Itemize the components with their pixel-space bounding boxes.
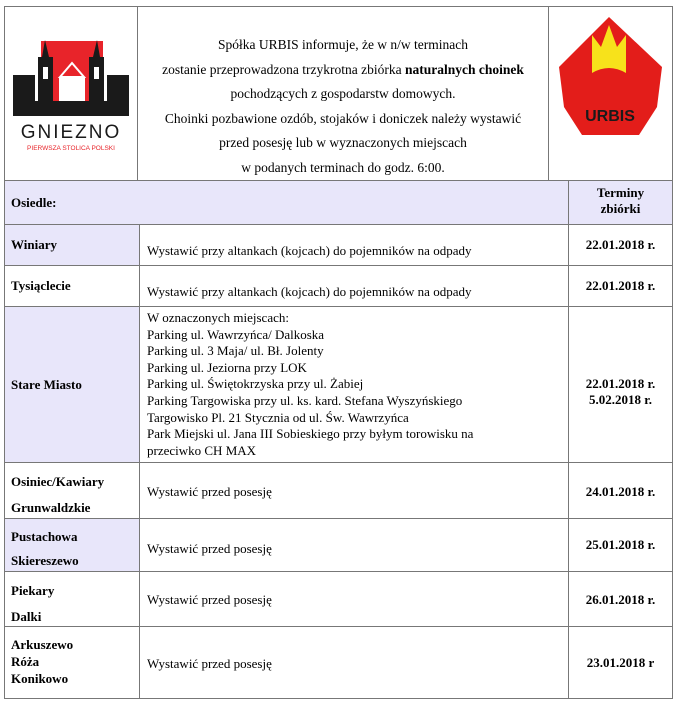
table-row-stare-miasto-name (4, 306, 140, 463)
osiedle-name: Arkuszewo (11, 637, 74, 652)
osiedle-name: Tysiąclecie (11, 278, 71, 293)
osiedle-name: Konikowo (11, 671, 69, 686)
table-row-tysiaclecie-desc (139, 265, 569, 307)
gniezno-logo-right-wing (107, 75, 129, 116)
terminy-header-line-1: Terminy (596, 185, 645, 200)
gniezno-logo-right-window (94, 67, 99, 79)
notice-sheet (4, 6, 673, 699)
terminy-header-line-2: zbiórki (600, 201, 641, 216)
table-row-osiniec-name (4, 462, 140, 519)
location-line: W oznaczonych miejscach: (147, 310, 289, 325)
osiedle-name: Grunwaldzkie (11, 500, 91, 515)
table-row-winiary-desc (139, 224, 569, 266)
table-row-pustachowa-desc (139, 518, 569, 572)
gniezno-logo-cell (4, 6, 138, 181)
collection-instructions: Wystawić przed posesję (147, 541, 272, 556)
osiedle-name: Piekary (11, 583, 55, 598)
gniezno-logo-center-arch (59, 77, 85, 101)
notice-highlight: naturalnych choinek (404, 61, 524, 77)
collection-instructions: Wystawić przy altankach (kojcach) do pojemników na odpady (147, 284, 472, 299)
collection-date: 22.01.2018 r. (585, 376, 656, 391)
collection-date: 22.01.2018 r. (585, 237, 656, 252)
location-line: Parking ul. Jeziorna przy LOK (147, 359, 307, 375)
collection-date: 5.02.2018 r. (588, 392, 653, 407)
osiedle-name: Stare Miasto (11, 377, 82, 392)
urbis-logo-wordmark: URBIS (585, 108, 635, 125)
gniezno-logo-left-wing (13, 75, 35, 116)
collection-date: 25.01.2018 r. (585, 537, 656, 552)
osiedle-name: Osiniec/Kawiary (11, 474, 105, 489)
gniezno-logo-tagline: PIERWSZA STOLICA POLSKI (27, 145, 115, 152)
table-row-piekary-desc (139, 571, 569, 627)
collection-instructions: Wystawić przed posesję (147, 592, 272, 607)
collection-instructions: Wystawić przed posesję (147, 484, 272, 499)
urbis-logo-cell (548, 6, 673, 181)
osiedle-name: Pustachowa (11, 529, 78, 544)
table-row-stare-miasto-desc (139, 306, 569, 463)
gniezno-logo-wordmark: GNIEZNO (20, 122, 122, 143)
table-row-winiary-date (568, 224, 673, 266)
gniezno-logo-left-window (43, 67, 48, 79)
osiedle-name: Skiereszewo (11, 553, 79, 568)
osiedle-name: Winiary (11, 237, 57, 252)
location-line: przeciwko CH MAX (147, 442, 257, 458)
collection-date: 26.01.2018 r. (585, 592, 656, 607)
location-line: Park Miejski ul. Jana III Sobieskiego przy byłym torowisku na (147, 426, 474, 442)
notice-line-4: Choinki pozbawione ozdób, stojaków i doniczek należy wystawić (164, 110, 522, 126)
collection-instructions: Wystawić przy altankach (kojcach) do pojemników na odpady (147, 243, 472, 258)
table-row-pustachowa-name (4, 518, 140, 572)
terminy-header (568, 180, 673, 225)
osiedle-header (4, 180, 569, 225)
table-row-piekary-date (568, 571, 673, 627)
table-row-osiniec-date (568, 462, 673, 519)
location-line: Targowisko Pl. 21 Stycznia od ul. Św. Wawrzyńca (147, 409, 409, 425)
table-row-arkuszewo-name (4, 626, 140, 699)
notice-line-6: w podanych terminach do godz. 6:00. (241, 159, 445, 175)
osiedle-header-label: Osiedle: (11, 195, 57, 210)
location-line: Parking ul. 3 Maja/ ul. Bł. Jolenty (147, 343, 324, 359)
notice-line-5: przed posesję lub w wyznaczonych miejscach (219, 135, 467, 150)
table-row-tysiaclecie-name (4, 265, 140, 307)
table-row-tysiaclecie-date (568, 265, 673, 307)
table-row-arkuszewo-date (568, 626, 673, 699)
table-row-piekary-name (4, 571, 140, 627)
table-row-arkuszewo-desc (139, 626, 569, 699)
table-row-osiniec-desc (139, 462, 569, 519)
table-row-stare-miasto-date (568, 306, 673, 463)
location-line: Parking ul. Wawrzyńca/ Dalkoska (147, 326, 325, 342)
osiedle-name: Dalki (11, 609, 42, 624)
location-line: Parking Targowiska przy ul. ks. kard. Stefana Wyszyńskiego (147, 392, 463, 408)
urbis-logo (549, 7, 672, 180)
collection-date: 24.01.2018 r. (585, 484, 656, 499)
table-row-winiary-name (4, 224, 140, 266)
table-row-pustachowa-date (568, 518, 673, 572)
notice-text (137, 6, 549, 181)
collection-instructions: Wystawić przed posesję (147, 656, 272, 671)
location-line: Parking ul. Świętokrzyska przy ul. Żabiej (147, 376, 364, 392)
notice-line-3: pochodzących z gospodarstw domowych. (230, 86, 456, 101)
collection-date: 23.01.2018 r (586, 655, 655, 670)
notice-line-2-text: zostanie przeprowadzona trzykrotna zbiórka (162, 61, 405, 77)
gniezno-logo (5, 7, 137, 180)
collection-date: 22.01.2018 r. (585, 278, 656, 293)
notice-line-2 (138, 58, 548, 83)
osiedle-name: Róża (11, 654, 40, 669)
notice-line-1: Spółka URBIS informuje, że w n/w terminach (217, 37, 469, 52)
